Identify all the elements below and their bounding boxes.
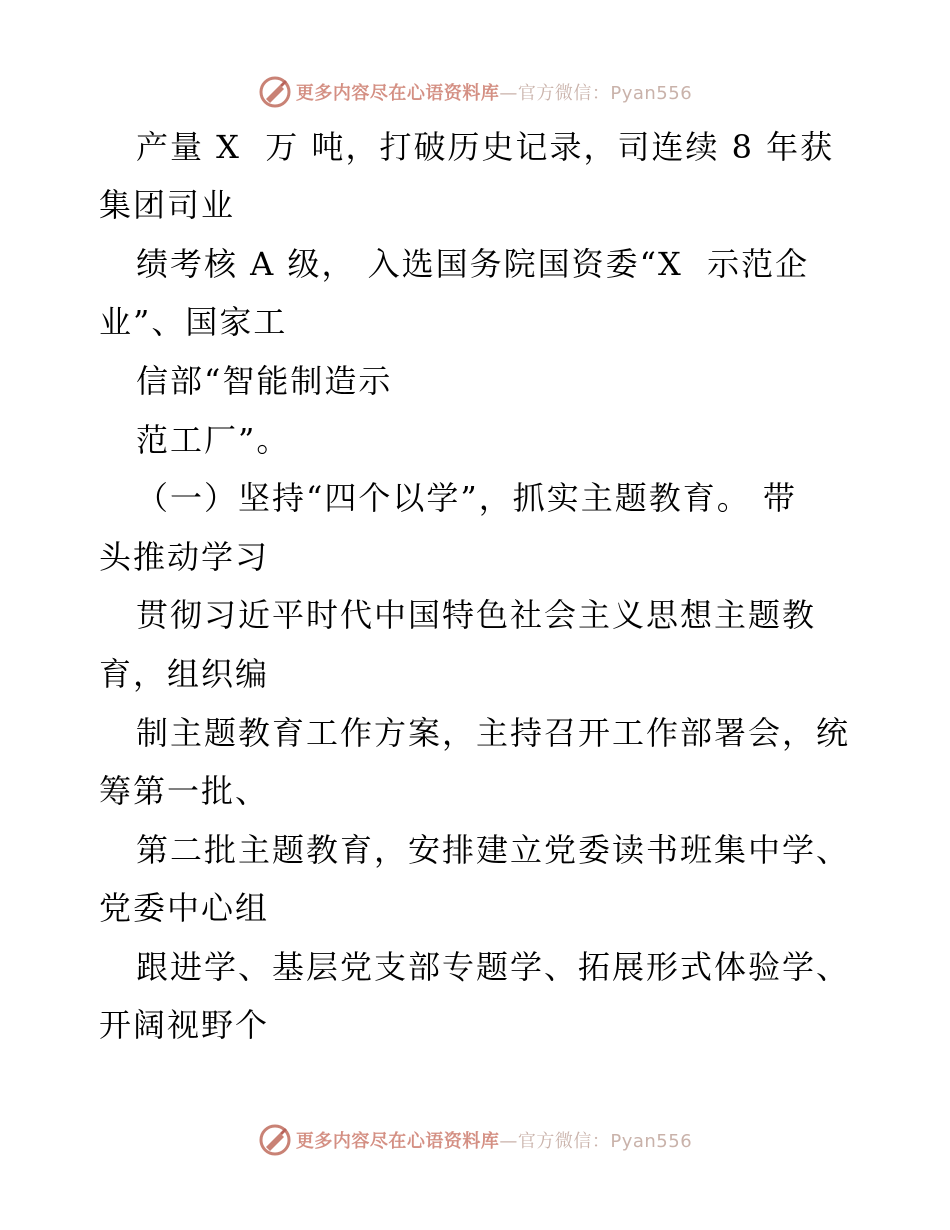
watermark-banner-bottom	[0, 1120, 950, 1160]
watermark-banner-top	[0, 72, 950, 112]
text-line: 范工厂”。	[136, 421, 291, 459]
text-line: 育，组织编	[99, 655, 270, 693]
text-line: 制主题教育工作方案，主持召开工作部署会，统	[136, 714, 851, 752]
text-line: （一）坚持“四个以学”，抓实主题教育。 带	[136, 479, 797, 517]
watermark-site: 更多内容尽在心语资料库	[295, 83, 500, 104]
text-line: 跟进学、基层党支部专题学、拓展形式体验学、	[136, 948, 851, 986]
watermark-wechat: —官方微信：Pyan556	[499, 1131, 693, 1152]
text-line: 筹第一批、	[99, 772, 270, 810]
text-line: 业”、国家工	[99, 303, 288, 341]
text-line: 信部“智能制造示	[136, 362, 393, 400]
text-line: 产量 X 万 吨，打破历史记录，司连续 8 年获	[136, 128, 835, 166]
watermark-site: 更多内容尽在心语资料库	[295, 1131, 500, 1152]
watermark-wechat: —官方微信：Pyan556	[499, 83, 693, 104]
text-line: 第二批主题教育，安排建立党委读书班集中学、	[136, 831, 851, 869]
watermark-text	[296, 79, 692, 105]
text-line: 头推动学习	[99, 538, 270, 576]
text-line: 集团司业	[99, 186, 236, 224]
pen-logo-icon	[258, 1123, 292, 1157]
pen-logo-icon	[258, 75, 292, 109]
text-line: 党委中心组	[99, 889, 270, 927]
text-line: 贯彻习近平时代中国特色社会主义思想主题教	[136, 596, 817, 634]
watermark-text	[296, 1127, 692, 1153]
text-line: 绩考核 A 级， 入选国务院国资委“X 示范企	[136, 245, 810, 283]
text-line: 开阔视野个	[99, 1006, 270, 1044]
